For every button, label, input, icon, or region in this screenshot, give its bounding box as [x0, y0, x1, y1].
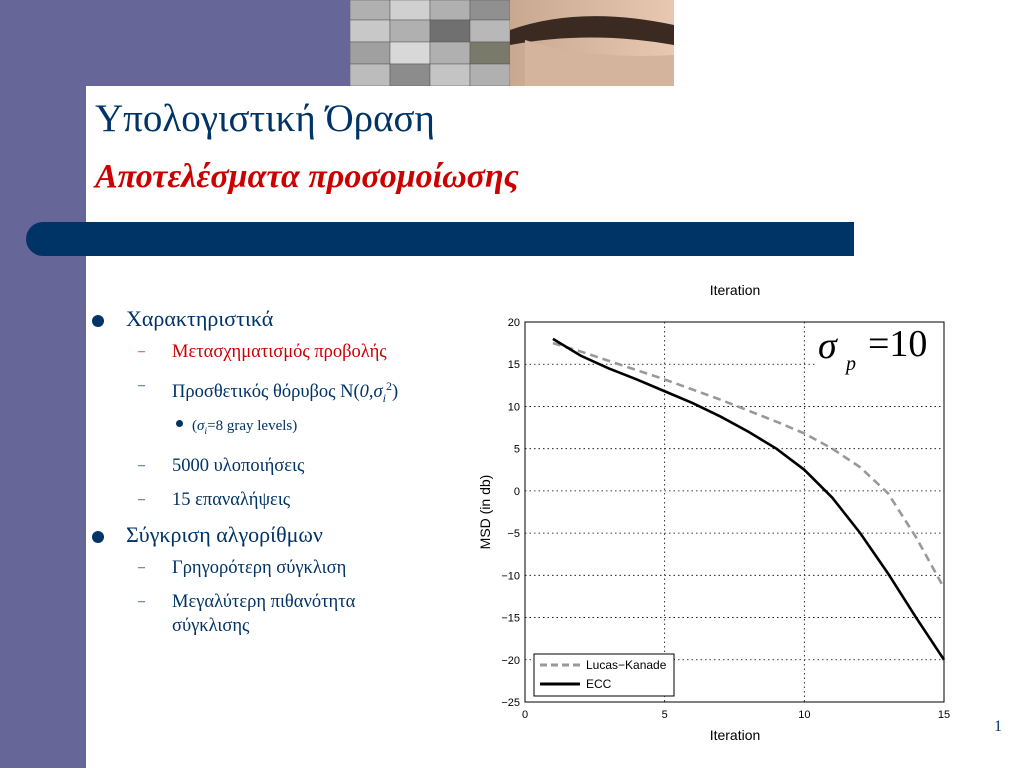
title-divider-bar: [26, 222, 854, 256]
list-item: [90, 522, 490, 638]
sub-bullet-label: Μετασχηματισμός προβολής: [172, 342, 387, 362]
bullet-label: Σύγκριση αλγορίθμων: [126, 521, 323, 547]
sub-bullet-label: 5000 υλοποιήσεις: [172, 455, 305, 476]
bullet-dot-icon: [176, 420, 183, 427]
gray-open: (: [192, 417, 197, 434]
x-axis-label: Iteration: [709, 727, 761, 743]
left-decorative-band: [0, 0, 86, 768]
annotation-equals: =10: [868, 323, 928, 365]
y-tick-label: −10: [501, 570, 520, 583]
chart-svg: [470, 278, 990, 768]
sub-bullet-label: Γρηγορότερη σύγκλιση: [172, 557, 347, 578]
dash-icon: –: [138, 457, 145, 473]
sub-bullet-label: Μεγαλύτερη πιθανότητα σύγκλισης: [172, 591, 356, 636]
y-tick-label: −5: [507, 528, 520, 541]
legend-label-ecc: ECC: [586, 677, 612, 691]
y-tick-label: 5: [513, 443, 520, 456]
list-item: [126, 556, 490, 580]
y-tick-label: 20: [507, 317, 520, 329]
y-axis-label: MSD (in db): [477, 474, 493, 550]
gray-sigma: σ: [197, 417, 205, 434]
bullet-label: Χαρακτηριστικά: [126, 306, 274, 331]
noise-sigma-sup: 2: [385, 379, 392, 393]
y-tick-label: −15: [501, 612, 520, 625]
slide-title: Υπολογιστική Όραση: [95, 97, 435, 140]
y-tick-label: 15: [507, 359, 520, 372]
noise-sigma: σ: [373, 382, 383, 403]
y-tick-label: −20: [501, 654, 520, 667]
slide-subtitle: Αποτελέσματα προσομοίωσης: [95, 158, 519, 195]
noise-mean: 0: [359, 382, 369, 403]
list-item: [126, 374, 490, 444]
annotation-symbol: σ: [818, 325, 837, 367]
plot-area: [525, 322, 944, 702]
legend: [534, 654, 674, 696]
list-item: [126, 590, 422, 638]
x-tick-label: 5: [661, 709, 668, 721]
noise-sigma-sub: i: [382, 390, 386, 405]
dash-icon: –: [138, 559, 145, 575]
dash-icon: –: [138, 344, 145, 359]
noise-label-prefix: Προσθετικός θόρυβος Ν(: [172, 382, 360, 403]
sub-list: [126, 556, 490, 638]
annotation-subscript: p: [846, 353, 856, 375]
noise-sep: ,: [368, 382, 374, 403]
bullet-dot-icon: [92, 531, 104, 543]
y-tick-label: 0: [513, 485, 520, 498]
legend-label-lucas-kanade: Lucas−Kanade: [586, 658, 667, 672]
y-tick-label: 10: [507, 401, 520, 414]
x-tick-label: 0: [521, 709, 529, 721]
list-item: [126, 488, 490, 512]
dash-icon: –: [138, 378, 145, 393]
msd-chart: [470, 278, 990, 768]
y-tick-label: −25: [501, 697, 520, 709]
chart-top-label: Iteration: [709, 282, 761, 298]
x-tick-label: 15: [937, 709, 951, 721]
header-banner-image: [350, 0, 674, 86]
noise-close: ): [391, 382, 399, 403]
gray-sigma-sub: i: [204, 425, 208, 437]
list-item: [126, 454, 490, 478]
dash-icon: –: [138, 491, 145, 507]
top-decorative-band: [86, 0, 376, 86]
sub-list: [126, 340, 490, 512]
bullet-list: [90, 306, 490, 648]
dash-icon: –: [138, 593, 145, 609]
list-item: [90, 306, 490, 512]
gray-rest: =8 gray levels): [207, 417, 298, 434]
sigma-annotation: [816, 323, 942, 375]
bullet-dot-icon: [92, 315, 104, 327]
list-item: [126, 340, 490, 364]
sub-sub-list: [172, 414, 490, 444]
list-item: [172, 414, 490, 444]
page-number: 1: [994, 718, 1002, 735]
sub-bullet-label: 15 επαναλήψεις: [172, 489, 291, 510]
x-tick-label: 10: [798, 709, 811, 721]
